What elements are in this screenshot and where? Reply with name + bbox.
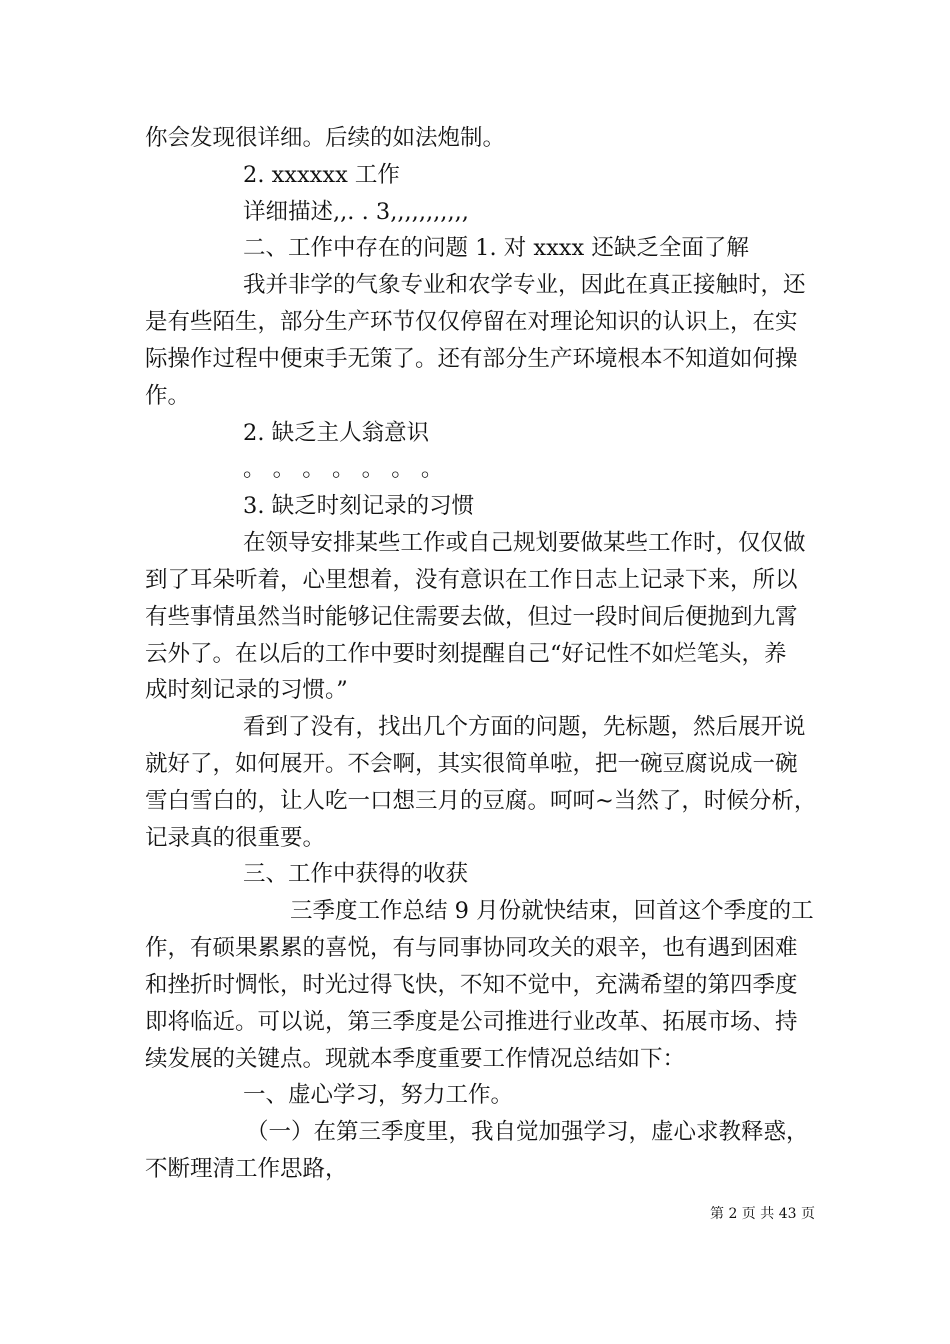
section-heading: 2. 缺乏主人翁意识 <box>243 420 430 446</box>
text-line: 雪白雪白的，让人吃一口想三月的豆腐。呵呵~当然了，时候分析， <box>145 788 817 814</box>
text-line: 和挫折时惆怅，时光过得飞快，不知不觉中，充满希望的第四季度 <box>145 972 798 998</box>
text-line: 详细描述,,. . 3,,,,,,,,,,, <box>243 199 469 225</box>
text-line: 有些事情虽然当时能够记住需要去做，但过一段时间后便抛到九霄 <box>145 604 798 630</box>
text-line: 际操作过程中便束手无策了。还有部分生产环境根本不知道如何操 <box>145 346 798 372</box>
text-line: 在领导安排某些工作或自己规划要做某些工作时，仅仅做 <box>243 530 806 556</box>
text-line: （一）在第三季度里，我自觉加强学习，虚心求教释惑， <box>246 1119 809 1145</box>
section-heading: 二、工作中存在的问题 1. 对 xxxx 还缺乏全面了解 <box>243 235 749 261</box>
text-line: 看到了没有，找出几个方面的问题，先标题，然后展开说 <box>243 714 806 740</box>
text-line: 记录真的很重要。 <box>145 825 326 851</box>
text-line: 就好了，如何展开。不会啊，其实很简单啦，把一碗豆腐说成一碗 <box>145 751 798 777</box>
text-line: 三季度工作总结 9 月份就快结束，回首这个季度的工 <box>290 898 814 924</box>
text-line: 作。 <box>145 383 191 409</box>
section-heading: 2. xxxxxx 工作 <box>243 162 400 188</box>
text-line: 你会发现很详细。后续的如法炮制。 <box>145 125 506 151</box>
text-line: 即将临近。可以说，第三季度是公司推进行业改革、拓展市场、持 <box>145 1009 798 1035</box>
text-line: 作，有硕果累累的喜悦，有与同事协同攻关的艰辛，也有遇到困难 <box>145 935 798 961</box>
text-line: 云外了。在以后的工作中要时刻提醒自己“好记性不如烂笔头，养 <box>145 641 787 667</box>
text-line: 我并非学的气象专业和农学专业，因此在真正接触时，还 <box>243 272 806 298</box>
text-line: 续发展的关键点。现就本季度重要工作情况总结如下： <box>145 1046 686 1072</box>
text-line: 到了耳朵听着，心里想着，没有意识在工作日志上记录下来，所以 <box>145 567 798 593</box>
section-heading: 3. 缺乏时刻记录的习惯 <box>243 493 475 519</box>
text-line: 成时刻记录的习惯。” <box>145 677 348 703</box>
section-heading: 一、虚心学习，努力工作。 <box>243 1082 514 1108</box>
section-heading: 三、工作中获得的收获 <box>243 861 469 887</box>
page-number: 第 2 页 共 43 页 <box>710 1206 815 1222</box>
text-line: 不断理清工作思路， <box>145 1156 348 1182</box>
text-line: 是有些陌生，部分生产环节仅仅停留在对理论知识的认识上，在实 <box>145 309 798 335</box>
text-line: 。 。 。 。 。 。 。 <box>243 456 444 482</box>
